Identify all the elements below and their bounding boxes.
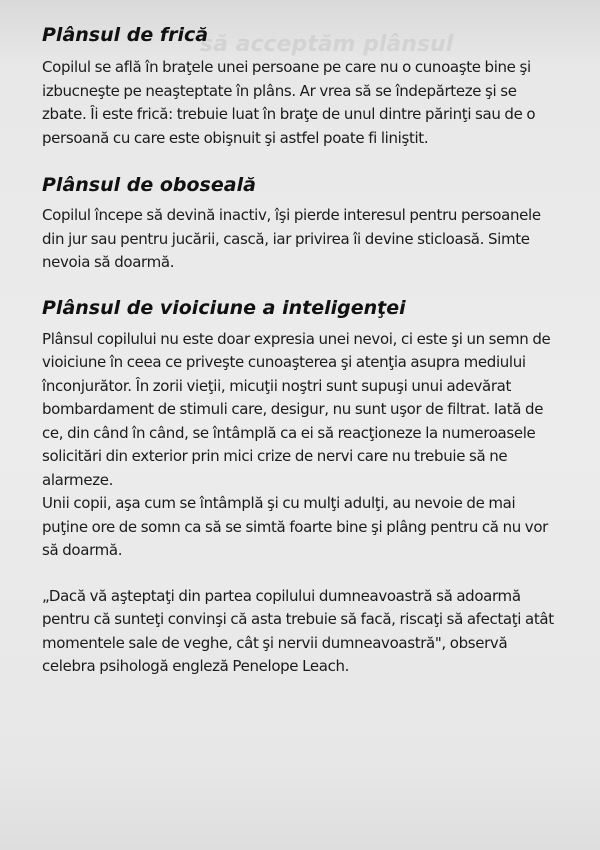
section-tiredness-crying [42, 172, 564, 275]
paragraph-intelligence-2: Unii copii, aşa cum se întâmplă şi cu mulţi adulţi, au nevoie de mai puţine ore de somn ca să se simtă foarte bine şi plâng pentru că nu vor să doarmă. [42, 494, 548, 559]
section-title-tiredness: Plânsul de oboseală [42, 174, 256, 196]
paragraph-fear: Copilul se află în braţele unei persoane pe care nu o cunoaşte bine şi izbucneşte pe neaşteptate în plâns. Ar vrea să se îndepărteze şi se zbate. Îi este frică: trebuie luat în braţe de unul dintre părinţi sau de o persoană cu care este obişnuit şi astfel poate fi liniştit. [42, 58, 536, 147]
section-title-fear: Plânsul de frică [42, 24, 209, 46]
paragraph-tiredness: Copilul începe să devină inactiv, îşi pierde interesul pentru persoanele din jur sau pentru jucării, cască, iar privirea îi devine sticloasă. Simte nevoia să doarmă. [42, 206, 541, 271]
quote-penelope-leach: „Dacă vă aşteptaţi din partea copilului dumneavoastră să adoarmă pentru că sunteţi convinşi că asta trebuie să facă, riscaţi să afectaţi atât momentele sale de veghe, cât şi nervii dumneavoastră", observă celebra psihologă engleză Penelope Leach. [42, 586, 554, 675]
bleed-through-heading: să acceptăm plânsul [200, 32, 454, 57]
section-intelligence-crying [42, 295, 564, 563]
section-title-intelligence: Plânsul de vioiciune a inteligenţei [42, 296, 406, 319]
section-fear-crying [42, 22, 564, 150]
page-content [42, 22, 564, 679]
paragraph-intelligence-1: Plânsul copilului nu este doar expresia unei nevoi, ci este şi un semn de vioiciune în ceea ce priveşte cunoaşterea şi atenţia asupra mediului înconjurător. În zorii vieţii, micuţii noştri sunt supuşi unui adevărat bombardament de stimuli care, desigur, nu sunt uşor de filtrat. Iată de ce, din când în când, se întâmplă ca ei să reacţioneze la numeroasele solicitări din exterior prin mici crize de nervi care nu trebuie să ne alarmeze. [42, 329, 551, 489]
